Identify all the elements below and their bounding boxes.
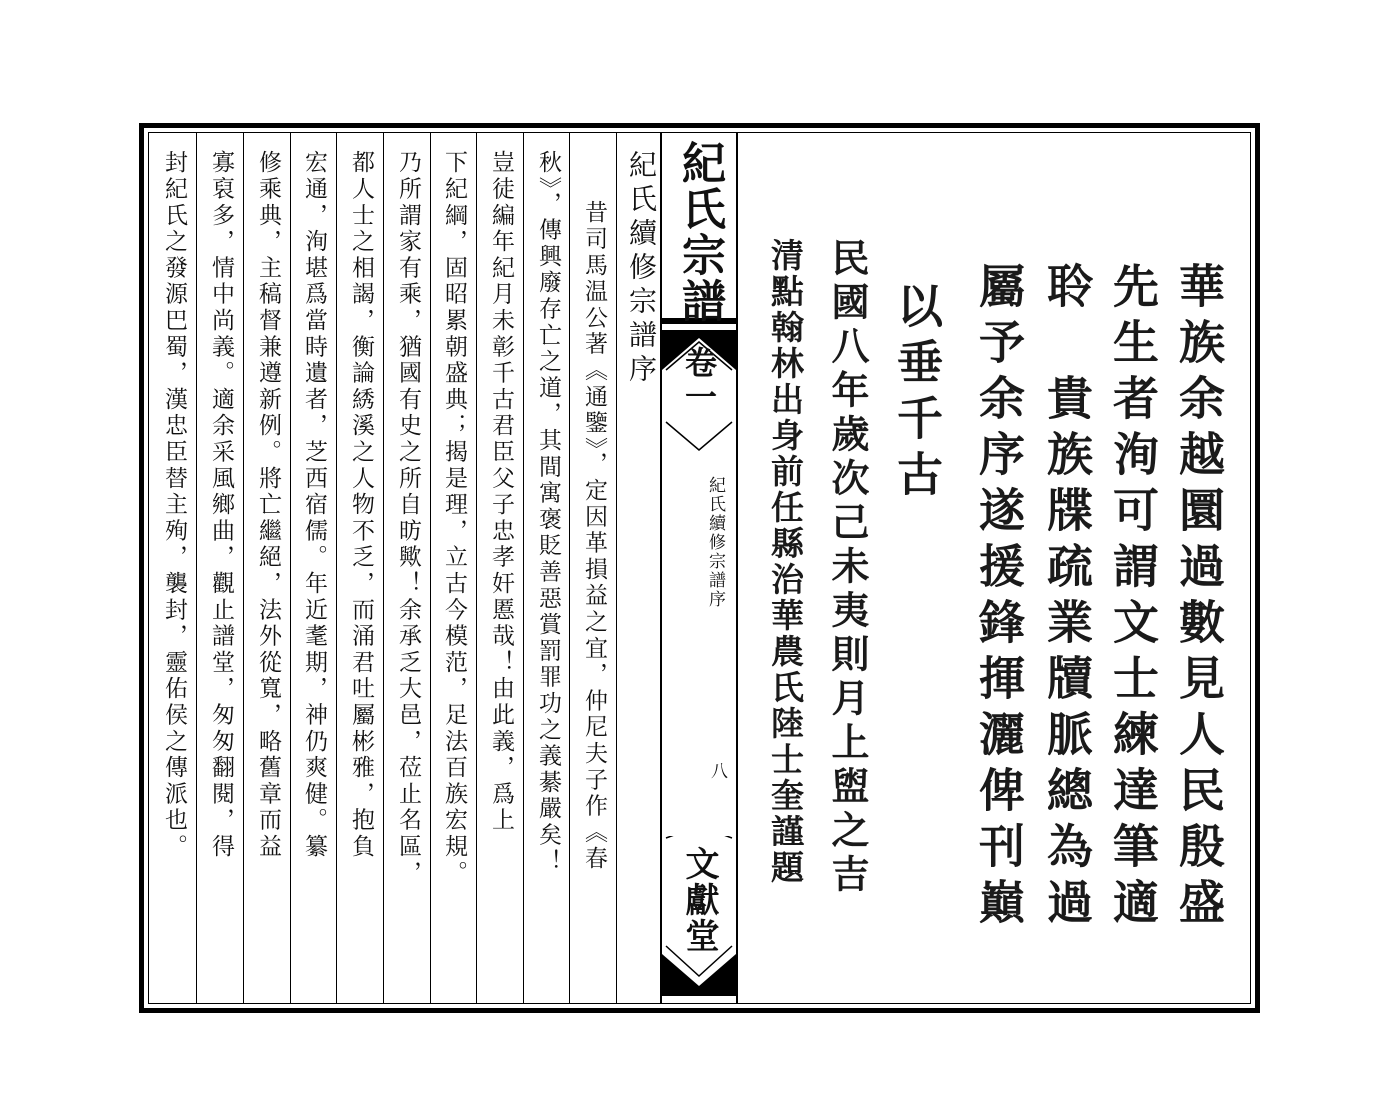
section-title: 紀氏續修宗譜序 [705, 476, 725, 609]
text-column: 豈徒編年紀月未彰千古君臣父子忠孝奸慝哉！由此義，爲上 [488, 150, 514, 834]
publisher-name: 文獻堂 [679, 846, 719, 954]
calligraphy-column: 先生者洵可謂文士練達筆適 [1106, 262, 1160, 934]
calligraphy-column: 華族余越圜過數見人民殷盛 [1172, 262, 1226, 934]
book-title: 紀氏宗譜 [674, 140, 725, 324]
calligraphy-column: 屬予余序遂援鋒揮灑俾刊巔 [972, 262, 1026, 934]
strip-rule-right [736, 133, 738, 1003]
strip-bottom-rule [662, 990, 736, 992]
volume-label: 卷一 [680, 346, 718, 414]
text-column: 寡裒多，情中尚義。適余采風鄉曲，觀止譜堂，匆匆翻閱，得 [208, 150, 234, 861]
text-column: 秋》，傳興廢存亡之道，其間寓褒貶善惡賞罰罪功之義綦嚴矣！ [535, 150, 561, 875]
calligraphy-column: 聆 貴族牒疏業牘脈總為過 [1040, 262, 1094, 934]
text-column: 修乘典，主稿督兼遵新例。將亡繼絕，法外從寬，略舊章而益 [255, 150, 281, 861]
text-column: 下紀綱，固昭累朝盛典；揭是理，立古今模范，足法百族宏規。 [441, 150, 467, 887]
page-number: 八 [707, 762, 727, 779]
text-column: 昔司馬温公著《通鑒》，定因革損益之宜，仲尼夫子作《春 [581, 200, 607, 873]
calligraphy-signature: 清點翰林出身前任縣治華農氏陸士奎謹題 [766, 238, 805, 886]
calligraphy-column: 民國八年歲次己未夷則月上盥之吉 [825, 238, 870, 898]
text-column: 都人士之相謁，衡論綉溪之人物不乏，而涌君吐屬彬雅，抱負 [348, 150, 374, 861]
text-column: 封紀氏之發源巴蜀，漢忠臣替主殉，襲封，靈佑侯之傳派也。 [161, 150, 187, 861]
text-column: 宏通，洵堪爲當時遺者，芝西宿儒。年近耄期，神仍爽健。纂 [301, 150, 327, 861]
text-column: 乃所謂家有乘，猶國有史之所自昉歟！余承乏大邑，莅止名區， [395, 150, 421, 887]
calligraphy-column: 以垂千古 [890, 282, 944, 506]
preface-title: 紀氏續修宗譜序 [625, 150, 658, 388]
